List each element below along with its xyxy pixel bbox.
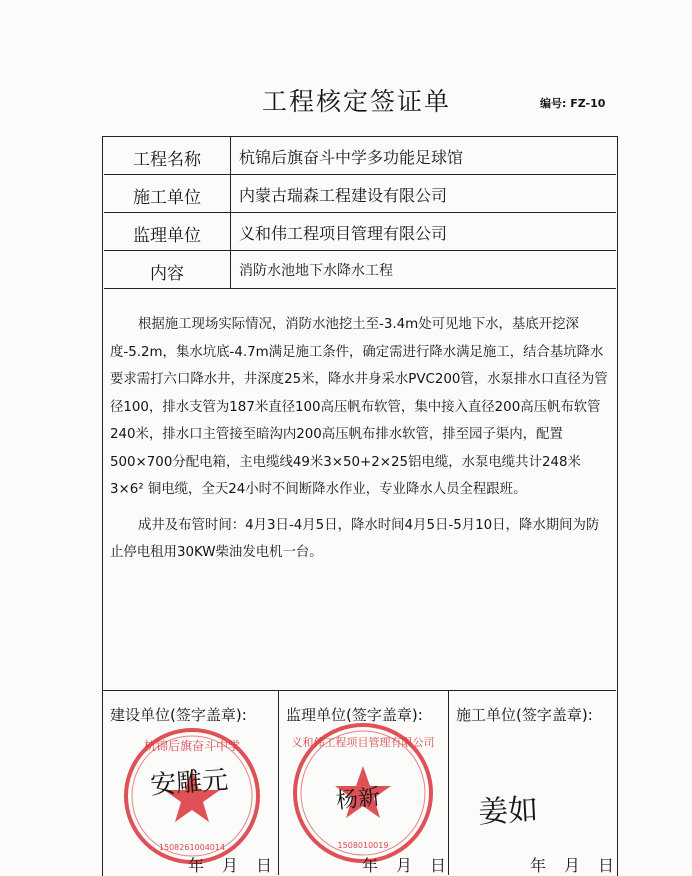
supervisor-sign-label: 监理单位(签字盖章): <box>286 706 423 724</box>
row-divider <box>104 288 616 289</box>
content-value: 消防水池地下水降水工程 <box>239 263 393 279</box>
document-title: 工程核定签证单 <box>262 87 452 116</box>
supervision-unit-label: 监理单位 <box>133 226 201 246</box>
signature-row-divider <box>102 690 616 691</box>
contractor-signature: 姜如 <box>477 792 540 831</box>
content-paragraph: 根据施工现场实际情况，消防水池挖土至-3.4m处可见地下水，基底开挖深度-5.2m，集水坑底-4.7m满足施工条件，确定需进行降水满足施工，结合基坑降水要求需打六口降水井，井深度25米，降水井身采水PVC200管，水泵排水口直径为管径100，排水支管为187米直径100高压帆布软管，集中接入直径200高压帆布软管240米，排水口主管接至暗沟内200高压帆布排水软管，排至园子渠内，配置500×700分配电箱，主电缆线49米3×50+2×25铝电缆，水泵电缆共计248米3×6² 铜电缆，全天24小时不间断降水作业，专业降水人员全程跟班。 <box>110 317 608 497</box>
owner-signature: 安雕元 <box>149 765 230 801</box>
row-divider <box>104 250 616 251</box>
owner-stamp-number: 1508261004014 <box>158 843 226 852</box>
supervisor-signature: 杨新 <box>335 784 382 815</box>
row-divider <box>104 212 616 213</box>
signature-column-divider <box>278 690 279 875</box>
signature-column-divider <box>448 690 449 875</box>
supervisor-sign-date: 年 月 日 <box>362 856 448 875</box>
info-table <box>104 136 616 286</box>
column-divider <box>230 136 231 288</box>
construction-unit-value: 内蒙古瑞森工程建设有限公司 <box>239 186 448 205</box>
supervision-unit-value: 义和伟工程项目管理有限公司 <box>239 224 448 243</box>
row-divider <box>104 174 616 175</box>
owner-sign-date: 年 月 日 <box>188 856 274 875</box>
owner-sign-label: 建设单位(签字盖章): <box>110 706 247 724</box>
project-name-label: 工程名称 <box>133 150 201 170</box>
contractor-sign-date: 年 月 日 <box>530 856 616 875</box>
construction-unit-label: 施工单位 <box>133 188 201 208</box>
document-code: 编号: FZ-10 <box>540 97 606 110</box>
content-body <box>110 311 610 567</box>
supervisor-stamp-text: 义和伟工程项目管理有限公司 <box>291 736 435 749</box>
content-label: 内容 <box>150 264 184 284</box>
contractor-sign-label: 施工单位(签字盖章): <box>456 706 593 724</box>
project-name-value: 杭锦后旗奋斗中学多功能足球馆 <box>239 148 464 167</box>
content-paragraph: 成井及布管时间：4月3日-4月5日，降水时间4月5日-5月10日，降水期间为防止停电租用30KW柴油发电机一台。 <box>110 517 600 560</box>
owner-stamp-text: 杭锦后旗奋斗中学 <box>143 739 241 753</box>
supervisor-stamp-number: 1508010019 <box>337 841 389 850</box>
